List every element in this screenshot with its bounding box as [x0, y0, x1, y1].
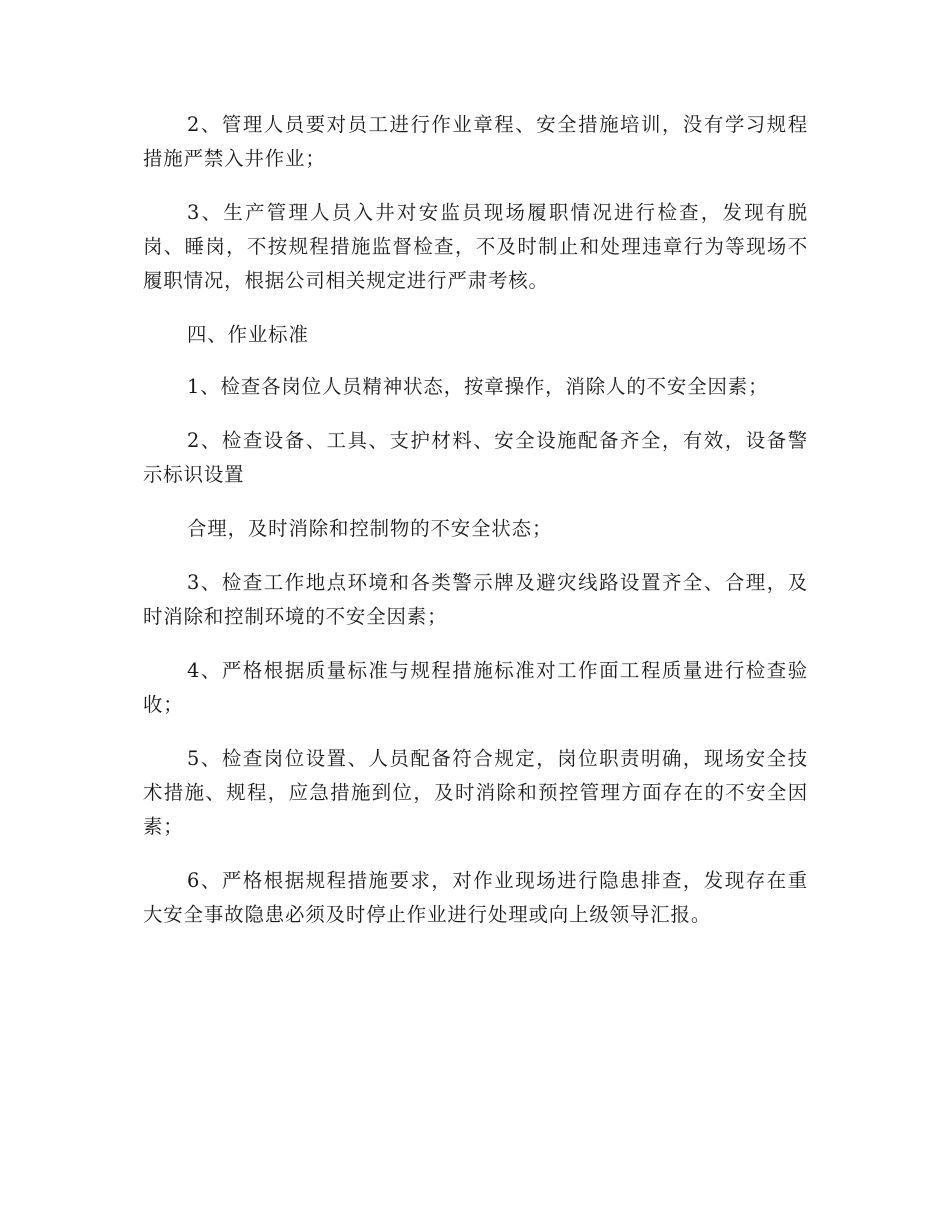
- paragraph-standard-4: 4、严格根据质量标准与规程措施标准对工作面工程质量进行检查验收；: [143, 659, 808, 716]
- section-heading-work-standards: 四、作业标准: [187, 323, 309, 346]
- paragraph-inspection: 3、生产管理人员入井对安监员现场履职情况进行检查，发现有脱岗、睡岗，不按规程措施监督检查，不及时制止和处理违章行为等现场不履职情况，根据公司相关规定进行严肃考核。: [143, 201, 808, 292]
- document-body: [143, 108, 808, 952]
- paragraph-training: 2、管理人员要对员工进行作业章程、安全措施培训，没有学习规程措施严禁入井作业；: [143, 113, 808, 170]
- paragraph-standard-5: 5、检查岗位设置、人员配备符合规定，岗位职责明确，现场安全技术措施、规程，应急措施到位，及时消除和预控管理方面存在的不安全因素；: [143, 747, 808, 838]
- paragraph-standard-3: 3、检查工作地点环境和各类警示牌及避灾线路设置齐全、合理，及时消除和控制环境的不安全因素；: [143, 571, 808, 628]
- paragraph-standard-2: 2、检查设备、工具、支护材料、安全设施配备齐全，有效，设备警示标识设置: [143, 429, 808, 486]
- paragraph-standard-1: 1、检查各岗位人员精神状态，按章操作，消除人的不安全因素；: [187, 375, 769, 398]
- paragraph-standard-6: 6、严格根据规程措施要求，对作业现场进行隐患排查，发现存在重大安全事故隐患必须及时停止作业进行处理或向上级领导汇报。: [143, 869, 808, 926]
- paragraph-standard-2-continued: 合理，及时消除和控制物的不安全状态；: [187, 517, 553, 540]
